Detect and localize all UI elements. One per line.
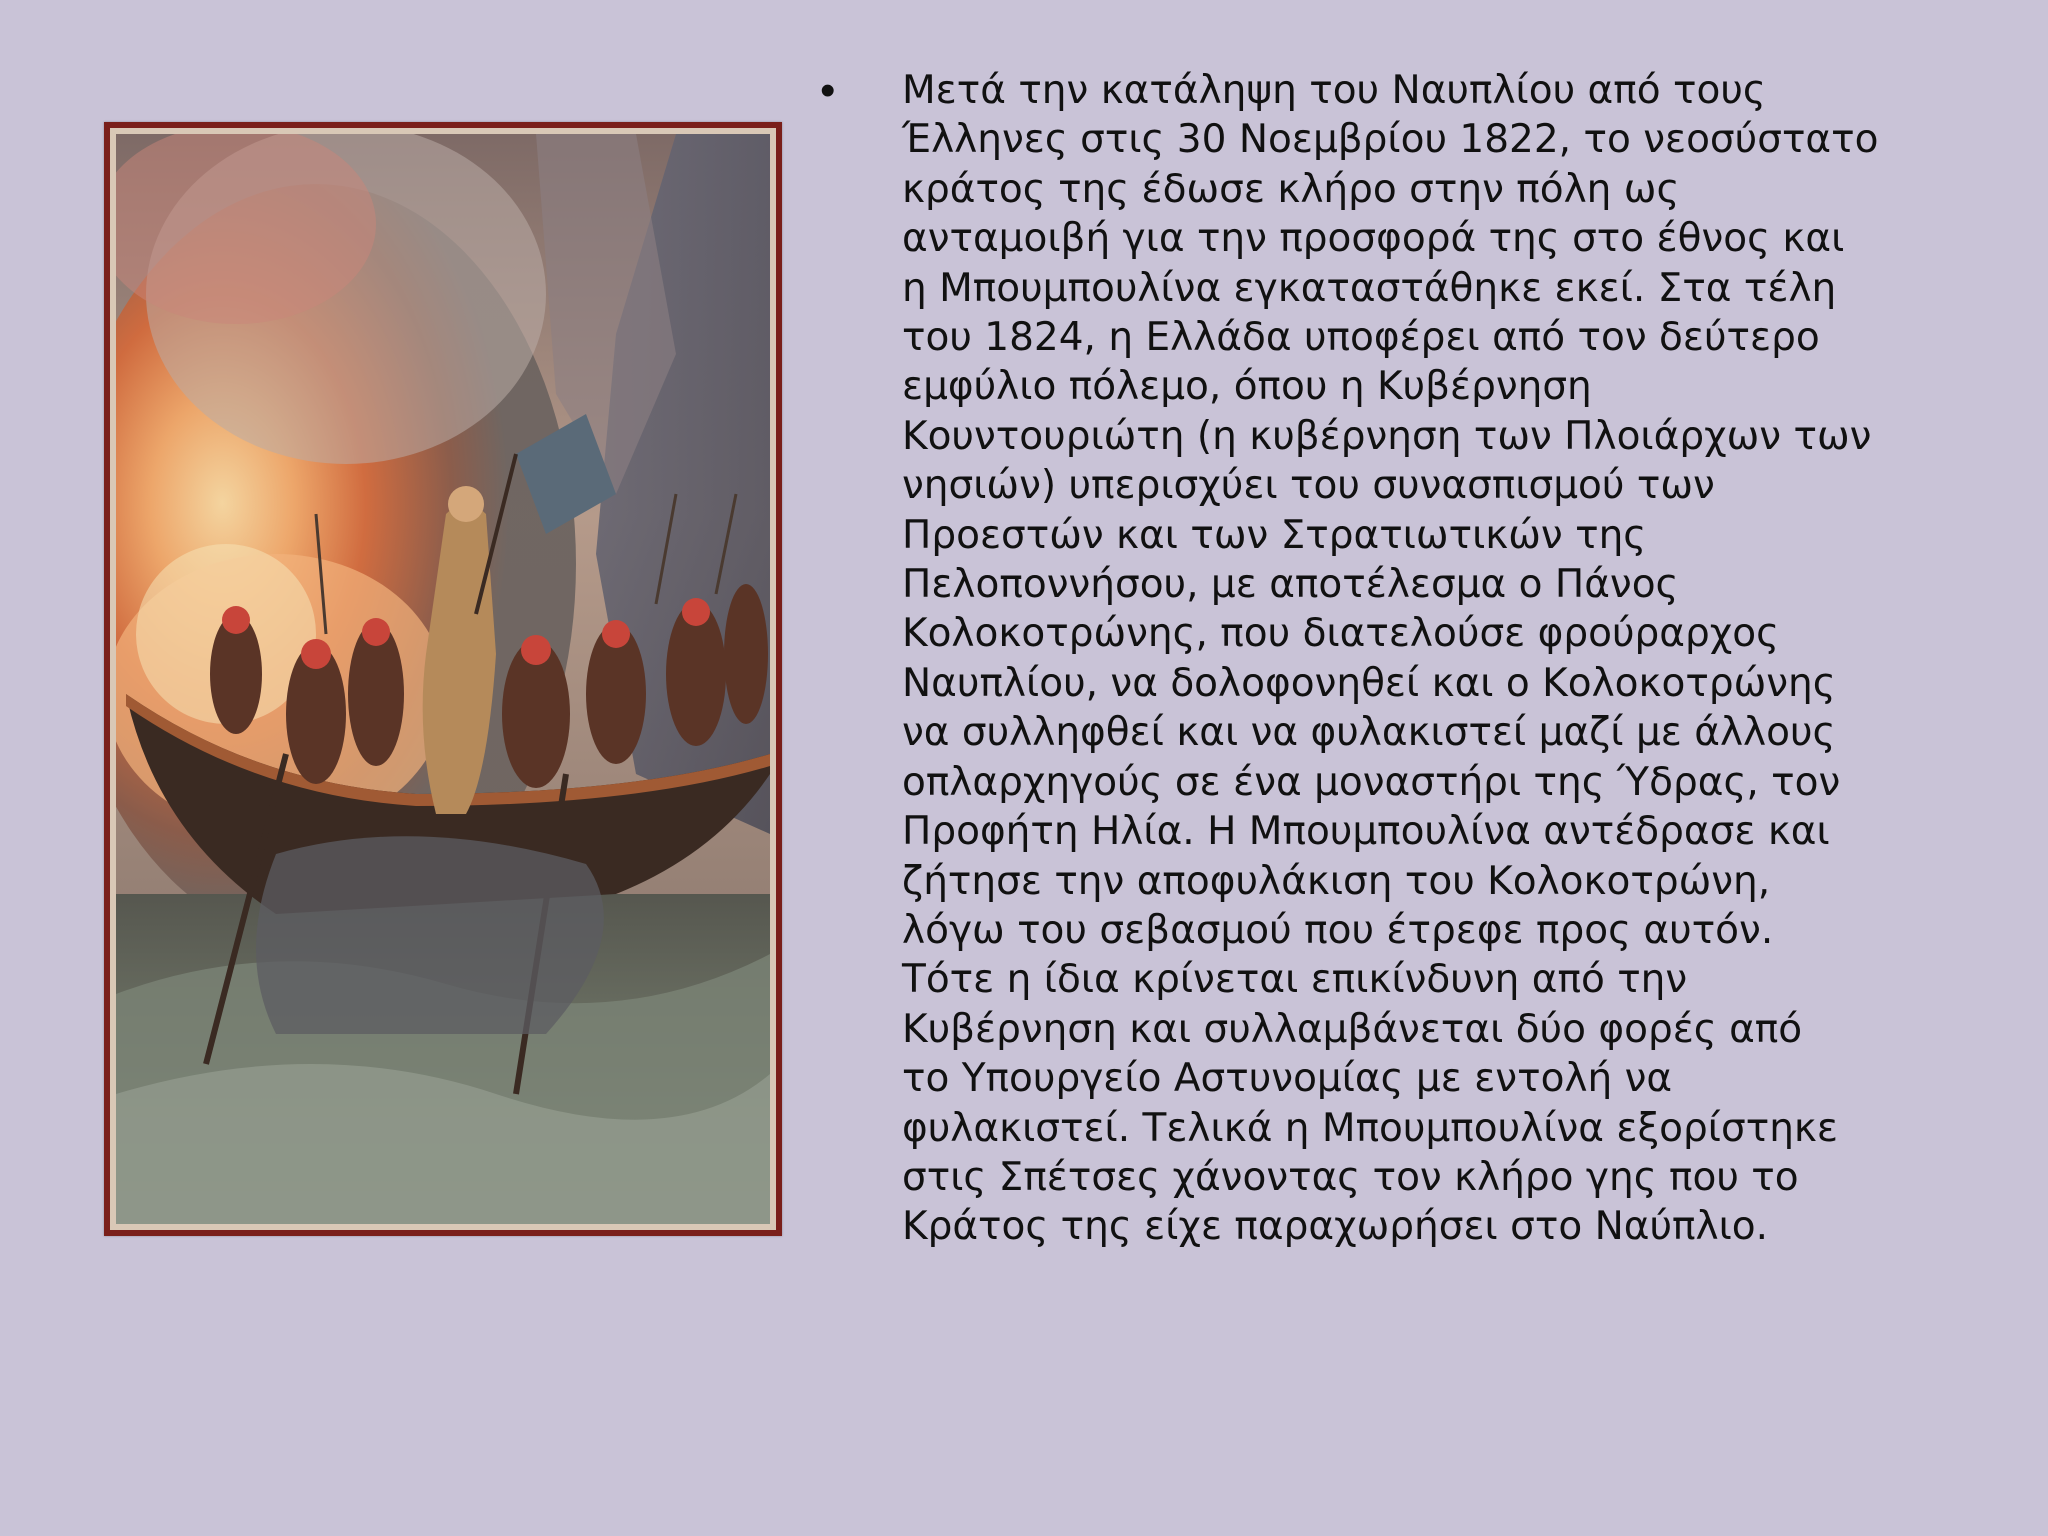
text-line: Κράτος της είχε παραχωρήσει στο Ναύπλιο. [902, 1204, 1769, 1250]
body-paragraph [902, 66, 1878, 1252]
text-line: Ναυπλίου, να δολοφονηθεί και ο Κολοκοτρώνης [902, 660, 1836, 706]
text-line: ζήτησε την αποφυλάκιση του Κολοκοτρώνη, [902, 858, 1771, 904]
text-line: Κολοκοτρώνης, που διατελούσε φρούραρχος [902, 611, 1780, 657]
painting-mat [110, 128, 776, 1230]
text-line: κράτος της έδωσε κλήρο στην πόλη ως [902, 166, 1680, 212]
text-line: Έλληνες στις 30 Νοεμβρίου 1822, το νεοσύστατο [902, 117, 1879, 163]
text-line: Κυβέρνηση και συλλαμβάνεται δύο φορές από [902, 1006, 1803, 1052]
text-line: εμφύλιο πόλεμο, όπου η Κυβέρνηση [902, 364, 1592, 410]
text-line: Κουντουριώτη (η κυβέρνηση των Πλοιάρχων των [902, 413, 1872, 459]
text-line: του 1824, η Ελλάδα υποφέρει από τον δεύτερο [902, 315, 1820, 361]
text-line: στις Σπέτσες χάνοντας τον κλήρο γης που το [902, 1154, 1799, 1200]
text-line: λόγω του σεβασμού που έτρεφε προς αυτόν. [902, 907, 1774, 953]
text-line: Προφήτη Ηλία. Η Μπουμπουλίνα αντέδρασε και [902, 809, 1830, 855]
text-line: η Μπουμπουλίνα εγκαταστάθηκε εκεί. Στα τέλη [902, 265, 1837, 311]
text-line: ανταμοιβή για την προσφορά της στο έθνος και [902, 216, 1845, 262]
text-line: Μετά την κατάληψη του Ναυπλίου από τους [902, 68, 1766, 113]
text-line: να συλληφθεί και να φυλακιστεί μαζί με άλλους [902, 710, 1836, 756]
painting-image [116, 134, 770, 1224]
bullet-marker: • [820, 66, 836, 115]
text-line: νησιών) υπερισχύει του συνασπισμού των [902, 463, 1715, 509]
text-line: οπλαρχηγούς σε ένα μοναστήρι της Ύδρας, τον [902, 759, 1841, 805]
text-line: φυλακιστεί. Τελικά η Μπουμπουλίνα εξορίστηκε [902, 1105, 1838, 1151]
text-line: το Υπουργείο Αστυνομίας με εντολή να [902, 1056, 1673, 1102]
painting-svg [116, 134, 770, 1224]
text-line: Πελοποννήσου, με αποτέλεσμα ο Πάνος [902, 562, 1679, 608]
text-line: Τότε η ίδια κρίνεται επικίνδυνη από την [902, 957, 1688, 1003]
text-line: Προεστών και των Στρατιωτικών της [902, 512, 1647, 558]
painting-frame [104, 122, 782, 1236]
bullet-text-block [818, 66, 1958, 1252]
